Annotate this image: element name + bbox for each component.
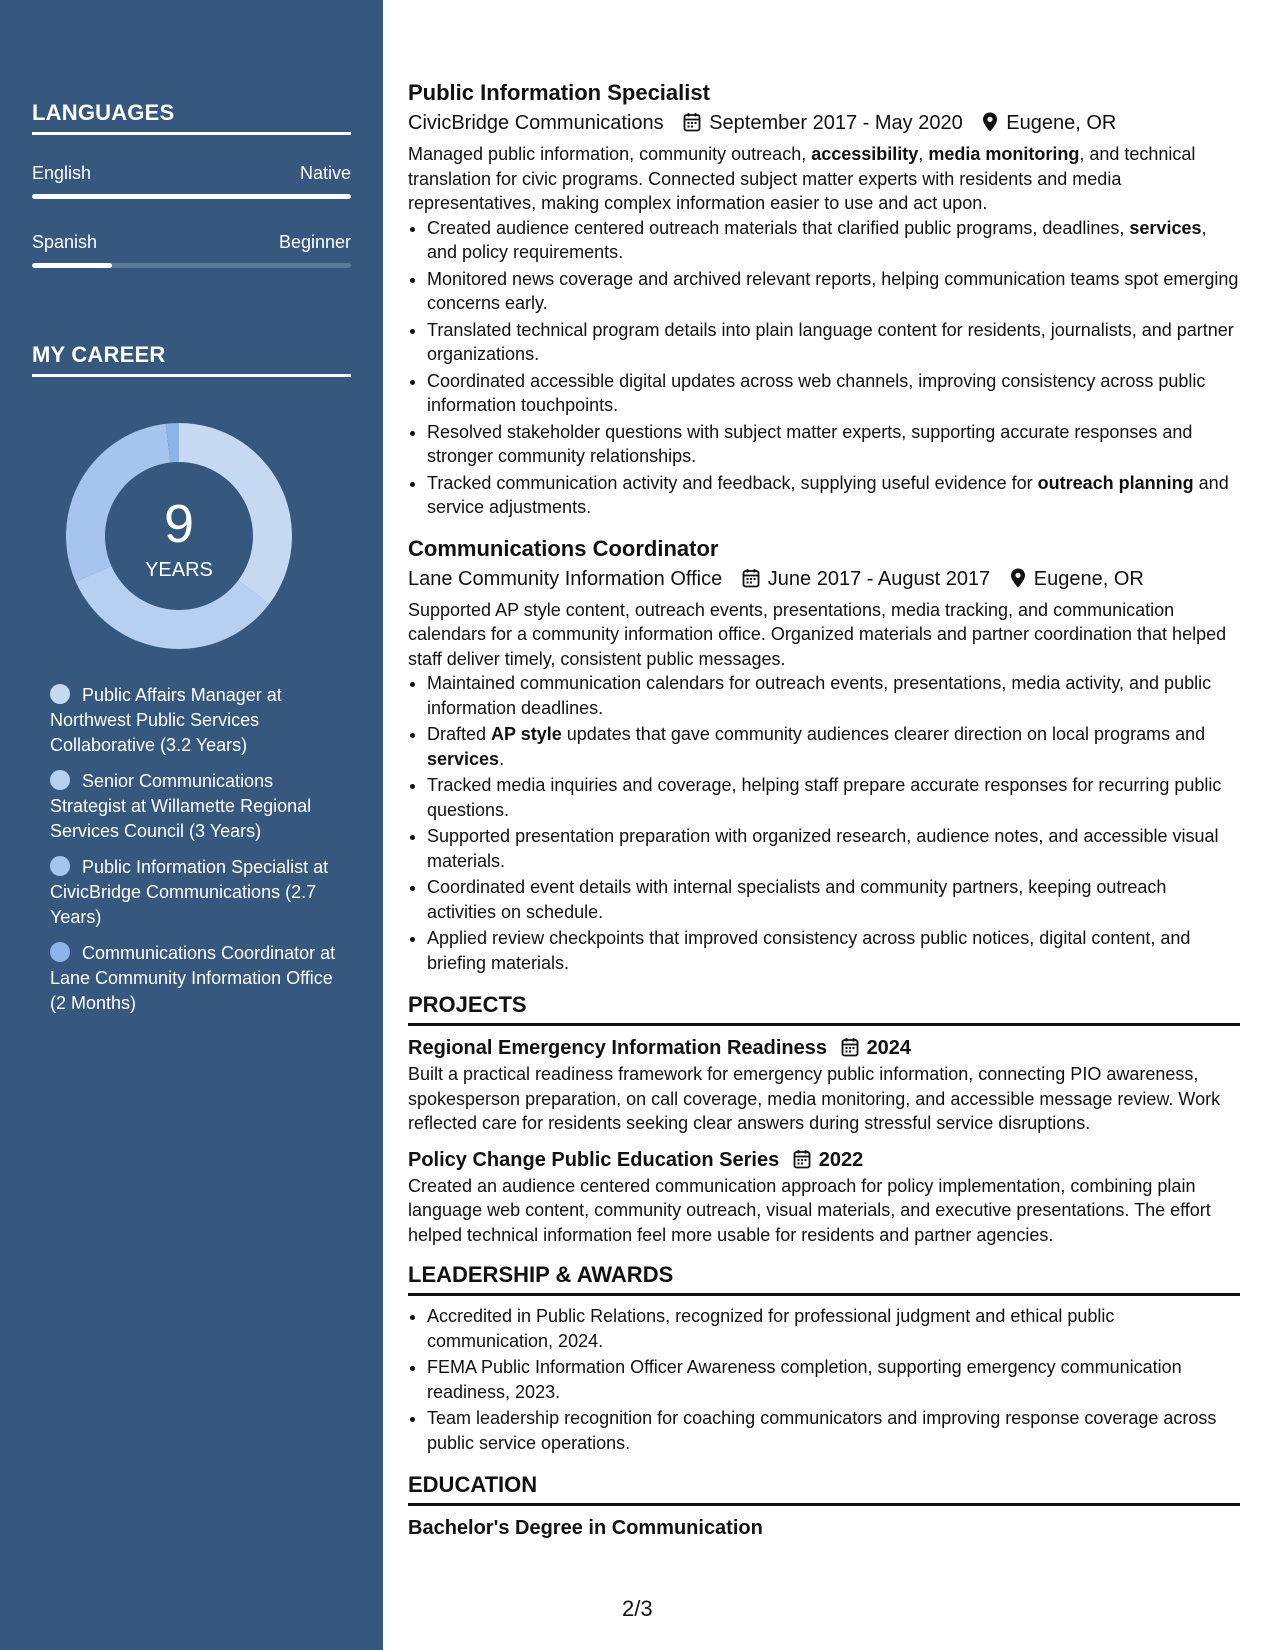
career-item [50, 941, 340, 1016]
career-item [50, 683, 340, 758]
project-year: 2024 [866, 1037, 912, 1059]
job-company: Lane Community Information Office [408, 567, 723, 590]
award-item: • Team leadership recognition for coaching communicators and improving response coverage across public service operations. [427, 1406, 1240, 1455]
language-name: English [32, 163, 92, 183]
job-bullet: • Tracked communication activity and feedback, supplying useful evidence for outreach planning and service adjustments. [427, 471, 1240, 520]
job-bullets [408, 216, 1240, 520]
career-donut-chart [66, 423, 292, 649]
career-total-label: YEARS [145, 559, 213, 581]
job-bullet: • Supported presentation preparation with organized research, audience notes, and accessible visual materials. [427, 824, 1240, 873]
career-dot [50, 684, 70, 704]
awards-section [408, 1261, 1240, 1455]
calendar-icon [683, 112, 701, 132]
career-item-text: Public Information Specialist at CivicBridge Communications (2.7 Years) [50, 857, 329, 927]
language-name: Spanish [32, 232, 98, 252]
languages-title: LANGUAGES [32, 100, 351, 135]
language-level: Native [299, 163, 351, 183]
job-meta [408, 108, 1240, 138]
job-bullet: • Maintained communication calendars for outreach events, presentations, media activity, and public information deadlines. [427, 671, 1240, 720]
education-title: EDUCATION [408, 1471, 1240, 1506]
career-dot [50, 942, 70, 962]
page-number: 2/3 [622, 1596, 653, 1621]
calendar-icon [841, 1037, 859, 1057]
job-bullet: • Coordinated event details with internal specialists and community partners, keeping outreach activities on schedule. [427, 875, 1240, 924]
language-bar-english [32, 194, 351, 199]
job-meta [408, 564, 1240, 594]
projects-section [408, 991, 1240, 1247]
location-pin-icon [1010, 568, 1026, 588]
calendar-icon [742, 568, 760, 588]
language-bar-fill [32, 263, 112, 268]
language-level: Beginner [278, 232, 351, 252]
awards-list [408, 1304, 1240, 1455]
career-item-text: Public Affairs Manager at Northwest Public Services Collaborative (3.2 Years) [50, 685, 282, 755]
career-item [50, 769, 340, 844]
job-bullet: • Created audience centered outreach materials that clarified public programs, deadlines, services, and policy requirements. [427, 216, 1240, 265]
main-content [408, 78, 1240, 1542]
career-dot [50, 856, 70, 876]
job-title: Public Information Specialist [408, 80, 710, 105]
career-item-text: Communications Coordinator at Lane Community Information Office (2 Months) [50, 943, 336, 1013]
project-entry [408, 1034, 1240, 1136]
job-bullet: • Coordinated accessible digital updates across web channels, improving consistency across public information touchpoints. [427, 369, 1240, 418]
location-pin-icon [982, 112, 998, 132]
job-entry [408, 78, 1240, 520]
career-item-text: Senior Communications Strategist at Willamette Regional Services Council (3 Years) [50, 771, 312, 841]
job-location: Eugene, OR [1006, 112, 1117, 134]
job-bullet: • Resolved stakeholder questions with subject matter experts, supporting accurate responses and stronger community relationships. [427, 420, 1240, 469]
career-dot [50, 770, 70, 790]
sidebar [0, 0, 383, 1650]
awards-title: LEADERSHIP & AWARDS [408, 1261, 1240, 1296]
career-title: MY CAREER [32, 342, 351, 377]
language-bar-spanish [32, 263, 351, 268]
project-entry [408, 1146, 1240, 1248]
job-dates: June 2017 - August 2017 [767, 567, 991, 590]
project-description: Created an audience centered communication approach for policy implementation, combining plain language web content, community outreach, visual materials, and executive presentations. The effort helped technical information feel more usable for residents and partner agencies. [408, 1175, 1211, 1245]
job-dates: September 2017 - May 2020 [709, 112, 963, 134]
job-bullet: • Applied review checkpoints that improved consistency across public notices, digital content, and briefing materials. [427, 926, 1240, 975]
job-title: Communications Coordinator [408, 535, 719, 561]
job-location: Eugene, OR [1033, 567, 1144, 590]
job-bullet: • Monitored news coverage and archived relevant reports, helping communication teams spot emerging concerns early. [427, 267, 1240, 316]
job-company: CivicBridge Communications [408, 112, 664, 134]
job-summary: Managed public information, community outreach, accessibility, media monitoring, and technical translation for civic programs. Connected subject matter experts with residents and media representatives, making complex information easier to use and act upon. [408, 144, 1196, 213]
project-title: Regional Emergency Information Readiness [408, 1037, 827, 1059]
job-summary: Supported AP style content, outreach events, presentations, media tracking, and communication calendars for a community information office. Organized materials and partner coordination that helped staff deliver timely, consistent public messages. [408, 599, 1227, 669]
education-degree: Bachelor's Degree in Communication [408, 1517, 763, 1539]
project-description: Built a practical readiness framework for emergency public information, connecting PIO awareness, spokesperson preparation, on call coverage, media monitoring, and accessible message review. Work reflected care for residents seeking clear answers during stressful service disruptions. [408, 1064, 1221, 1133]
award-item: • Accredited in Public Relations, recognized for professional judgment and ethical public communication, 2024. [427, 1304, 1240, 1353]
language-bar-fill [32, 194, 351, 199]
career-item [50, 855, 340, 930]
career-list [50, 683, 340, 1027]
job-entry [408, 534, 1240, 976]
job-bullet: • Tracked media inquiries and coverage, helping staff prepare accurate responses for recurring public questions. [427, 773, 1240, 822]
calendar-icon [793, 1149, 811, 1169]
job-bullet: • Translated technical program details into plain language content for residents, journalists, and partner organizations. [427, 318, 1240, 367]
project-title: Policy Change Public Education Series [408, 1148, 780, 1171]
education-section [408, 1471, 1240, 1542]
projects-title: PROJECTS [408, 991, 1240, 1026]
job-bullets [408, 671, 1240, 975]
job-bullet: • Drafted AP style updates that gave community audiences clearer direction on local programs and services. [427, 722, 1240, 771]
career-total-number: 9 [163, 494, 195, 554]
award-item: • FEMA Public Information Officer Awareness completion, supporting emergency communication readiness, 2023. [427, 1355, 1240, 1404]
project-year: 2022 [818, 1148, 864, 1171]
